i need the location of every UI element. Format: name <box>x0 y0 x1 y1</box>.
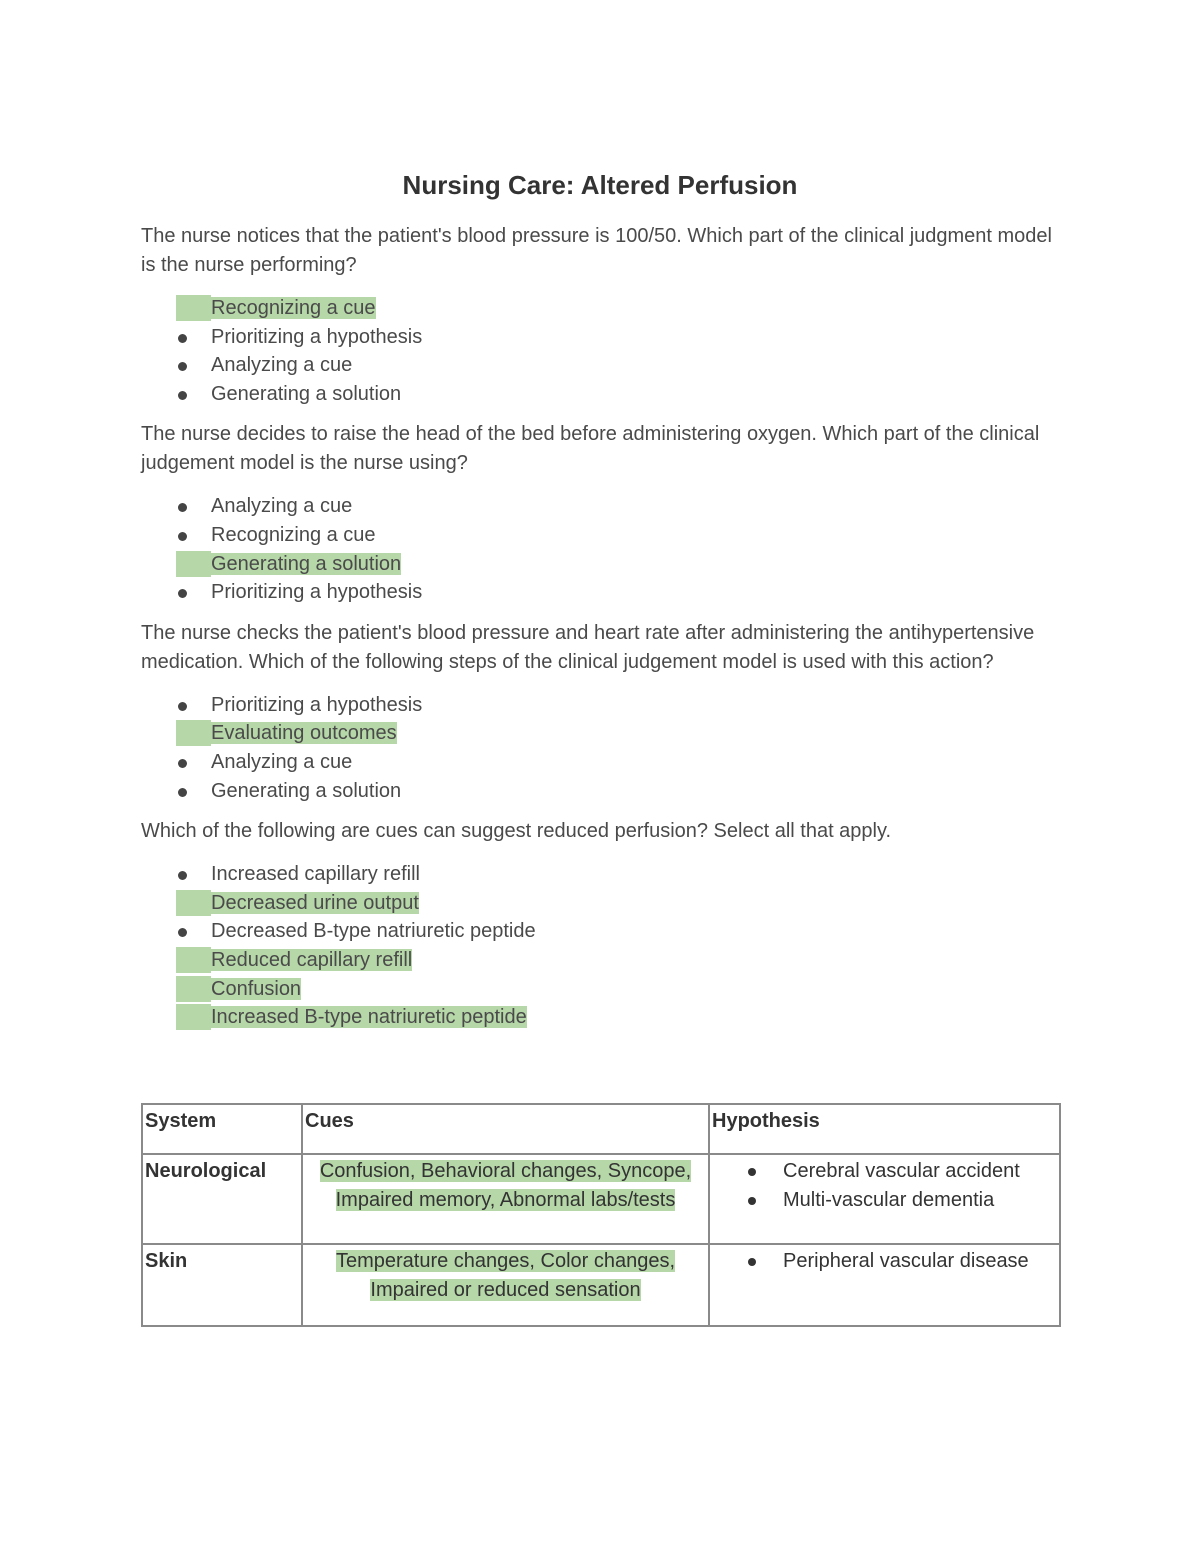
hypothesis-item: Multi-vascular dementia <box>748 1186 1057 1215</box>
question-2-options <box>141 492 1061 606</box>
table-row <box>142 1154 1060 1244</box>
option-correct: Confusion <box>141 975 1061 1004</box>
question-4-text: Which of the following are cues can suggest reduced perfusion? Select all that apply. <box>141 820 892 843</box>
option: Decreased B-type natriuretic peptide <box>141 917 1061 946</box>
option: Generating a solution <box>141 380 1061 409</box>
table-header-row <box>142 1104 1060 1154</box>
hypothesis-cell <box>709 1154 1060 1244</box>
cues-text: Temperature changes, Color changes, Impaired or reduced sensation <box>335 1250 676 1301</box>
header-system: System <box>142 1104 302 1154</box>
system-cues-table <box>141 1103 1061 1327</box>
option: Prioritizing a hypothesis <box>141 691 1061 720</box>
page-title: Nursing Care: Altered Perfusion <box>402 170 798 200</box>
option-correct: Increased B-type natriuretic peptide <box>141 1003 1061 1032</box>
option-correct: Decreased urine output <box>141 889 1061 918</box>
option: Analyzing a cue <box>141 492 1061 521</box>
header-hypothesis: Hypothesis <box>709 1104 1060 1154</box>
cues-text: Confusion, Behavioral changes, Syncope, Impaired memory, Abnormal labs/tests <box>319 1160 692 1211</box>
option-correct: Evaluating outcomes <box>141 719 1061 748</box>
option: Prioritizing a hypothesis <box>141 578 1061 607</box>
option-correct: Generating a solution <box>141 550 1061 579</box>
table-row <box>142 1244 1060 1326</box>
hypothesis-item: Cerebral vascular accident <box>748 1157 1057 1186</box>
header-cues: Cues <box>302 1104 709 1154</box>
question-3-text: The nurse checks the patient's blood pressure and heart rate after administering the antihypertensive medication. Which of the following steps of the clinical judgement model is used with this action? <box>141 621 1035 673</box>
question-1-options <box>141 294 1061 408</box>
option: Generating a solution <box>141 777 1061 806</box>
cues-cell <box>302 1244 709 1326</box>
hypothesis-cell <box>709 1244 1060 1326</box>
question-3-options <box>141 691 1061 805</box>
question-1-text: The nurse notices that the patient's blood pressure is 100/50. Which part of the clinical judgment model is the nurse performing? <box>141 225 1052 276</box>
option: Analyzing a cue <box>141 351 1061 380</box>
option: Recognizing a cue <box>141 521 1061 550</box>
system-cell: Skin <box>142 1244 302 1326</box>
system-cell: Neurological <box>142 1154 302 1244</box>
option: Increased capillary refill <box>141 860 1061 889</box>
question-2-text: The nurse decides to raise the head of the bed before administering oxygen. Which part of the clinical judgement model is the nurse using? <box>141 423 1040 475</box>
option: Analyzing a cue <box>141 748 1061 777</box>
questions-section <box>141 222 1061 1044</box>
hypothesis-item: Peripheral vascular disease <box>748 1247 1057 1276</box>
option-correct: Reduced capillary refill <box>141 946 1061 975</box>
question-4-options <box>141 860 1061 1032</box>
option: Prioritizing a hypothesis <box>141 323 1061 352</box>
cues-cell <box>302 1154 709 1244</box>
option-correct: Recognizing a cue <box>141 294 1061 323</box>
